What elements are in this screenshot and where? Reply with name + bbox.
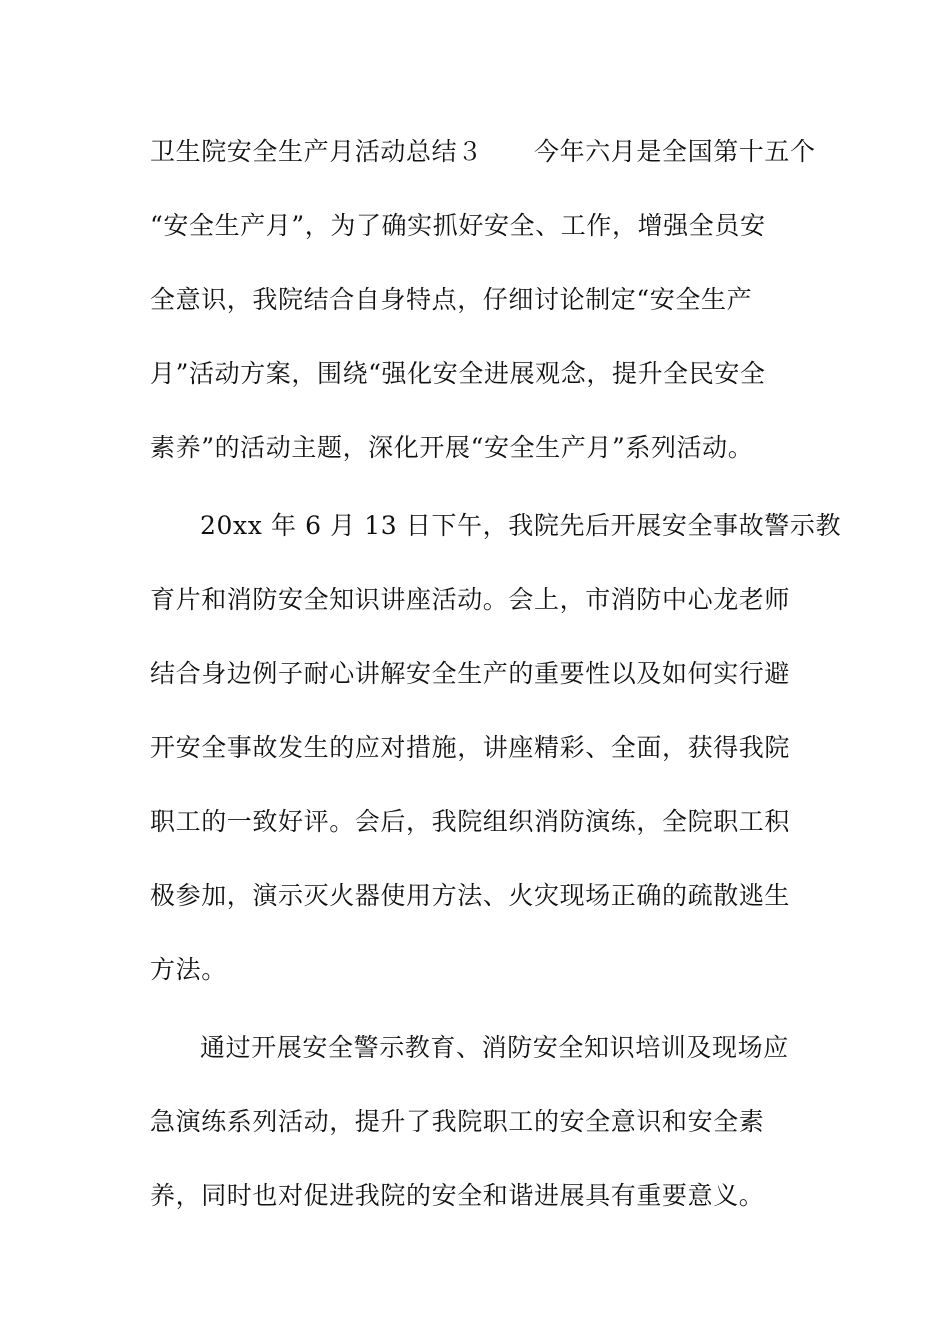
paragraph-1-line-4: 月”活动方案，围绕“强化安全进展观念，提升全民安全 bbox=[150, 359, 766, 388]
paragraph-3-line-2: 急演练系列活动，提升了我院职工的安全意识和安全素 bbox=[150, 1107, 765, 1136]
paragraph-2-line-6: 极参加，演示灭火器使用方法、火灾现场正确的疏散逃生 bbox=[150, 881, 791, 910]
paragraph-2-line-2: 育片和消防安全知识讲座活动。会上，市消防中心龙老师 bbox=[150, 585, 791, 614]
paragraph-1-line-3: 全意识，我院结合自身特点，仔细讨论制定“安全生产 bbox=[150, 285, 753, 314]
paragraph-1-line-1: 卫生院安全生产月活动总结３ 今年六月是全国第十五个 bbox=[150, 137, 816, 166]
paragraph-2-line-3: 结合身边例子耐心讲解安全生产的重要性以及如何实行避 bbox=[150, 659, 791, 688]
paragraph-2-line-4: 开安全事故发生的应对措施，讲座精彩、全面，获得我院 bbox=[150, 733, 791, 762]
paragraph-2-line-7: 方法。 bbox=[150, 955, 227, 984]
paragraph-1-line-2: “安全生产月”，为了确实抓好安全、工作，增强全员安 bbox=[150, 211, 766, 240]
paragraph-2-line-1: 20xx 年 6 月 13 日下午，我院先后开展安全事故警示教 bbox=[200, 511, 842, 540]
paragraph-1-line-5: 素养”的活动主题，深化开展“安全生产月”系列活动。 bbox=[150, 433, 754, 462]
paragraph-3-line-1: 通过开展安全警示教育、消防安全知识培训及现场应 bbox=[200, 1033, 789, 1062]
paragraph-2-line-5: 职工的一致好评。会后，我院组织消防演练，全院职工积 bbox=[150, 807, 791, 836]
paragraph-3-line-3: 养，同时也对促进我院的安全和谐进展具有重要意义。 bbox=[150, 1181, 765, 1210]
